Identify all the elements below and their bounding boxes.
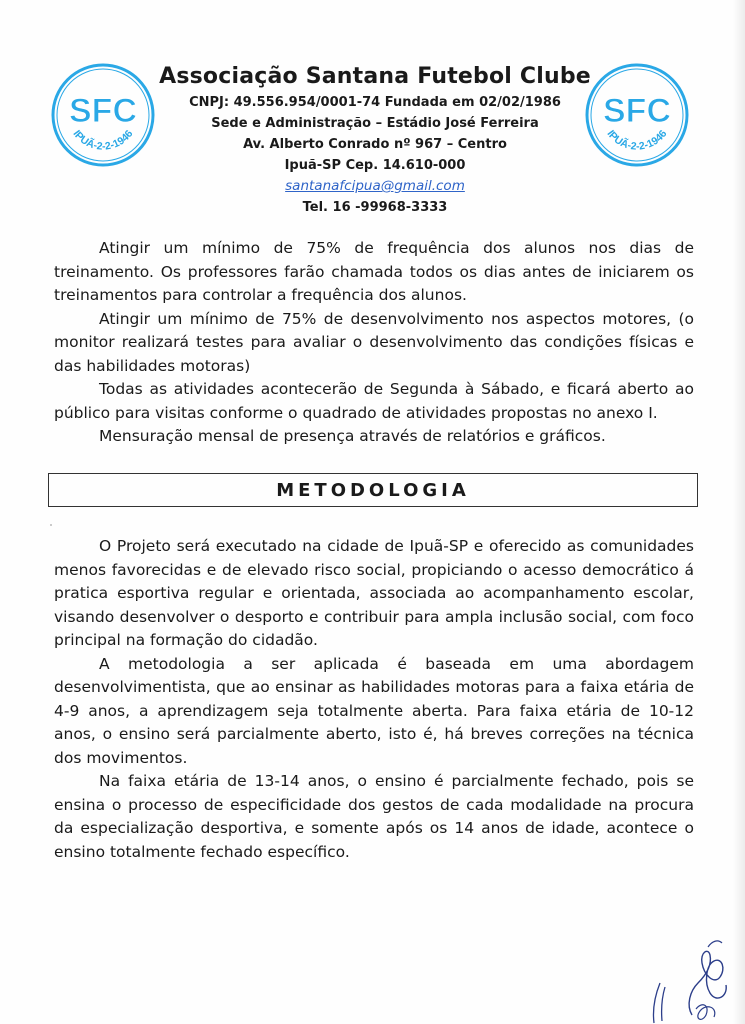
paragraph: Atingir um mínimo de 75% de frequência dos alunos nos dias de treinamento. Os professores farão chamada todos os dias antes de iniciarem os treinamentos para controlar a frequência dos alunos.	[54, 239, 694, 304]
logo-initials: SFC	[69, 92, 137, 130]
address-line: Av. Alberto Conrado nº 967 – Centro	[243, 137, 507, 152]
section-heading-box	[48, 473, 698, 507]
logo-initials: SFC	[603, 92, 671, 130]
paragraph: Todas as atividades acontecerão de Segunda à Sábado, e ficará aberto ao público para visitas conforme o quadrado de atividades propostas no anexo I.	[54, 380, 694, 422]
paragraph: O Projeto será executado na cidade de Ipuã-SP e oferecido as comunidades menos favorecidas e de elevado risco social, propiciando o acesso democrático á pratica esportiva regular e orientada, associada ao acompanhamento escolar, visando desenvolver o desporto e contribuir para ampla inclusão social, com foco principal na formação do cidadão.	[54, 537, 694, 649]
paragraph: Na faixa etária de 13-14 anos, o ensino é parcialmente fechado, pois se ensina o processo de especificidade dos gestos de cada modalidade na procura da especialização desportiva, e somente após os 14 anos de idade, acontece o ensino totalmente fechado específico.	[54, 772, 694, 861]
svg-text:IPUÃ-2-2-1946	[71, 128, 136, 153]
letterhead	[140, 62, 610, 218]
paragraph: Atingir um mínimo de 75% de desenvolvimento nos aspectos motores, (o monitor realizará testes para avaliar o desenvolvimento das condições físicas e das habilidades motoras)	[54, 309, 694, 375]
methodology-text	[54, 535, 694, 864]
phone-line: Tel. 16 -99968-3333	[302, 200, 448, 215]
city-line: Ipuã-SP Cep. 14.610-000	[284, 158, 466, 173]
section-title: METODOLOGIA	[276, 479, 470, 501]
logo-motto: IPUÃ-2-2-1946	[70, 127, 136, 153]
email-link[interactable]: santanafcipua@gmail.com	[285, 178, 465, 194]
headquarters-line: Sede e Administração – Estádio José Ferreira	[211, 116, 539, 131]
club-name: Associação Santana Futebol Clube	[159, 64, 591, 89]
goals-text	[54, 237, 694, 449]
paragraph: A metodologia a ser aplicada é baseada em uma abordagem desenvolvimentista, que ao ensinar as habilidades motoras para a faixa etária de 4-9 anos, a aprendizagem seja totalmente aberta. Para faixa etária de 10-12 anos, o ensino será parcialmente aberto, isto é, há breves correções na técnica dos movimentos.	[54, 654, 694, 767]
paragraph: Mensuração mensal de presença através de relatórios e gráficos.	[99, 427, 606, 445]
handwritten-signature	[640, 935, 740, 1024]
scan-speck	[50, 524, 52, 526]
svg-text:IPUÃ-2-2-1946	[605, 128, 670, 153]
logo-motto: IPUÃ-2-2-1946	[604, 127, 670, 153]
scan-edge-shadow	[733, 0, 745, 1024]
cnpj-line: CNPJ: 49.556.954/0001-74 Fundada em 02/02/1986	[189, 95, 561, 110]
